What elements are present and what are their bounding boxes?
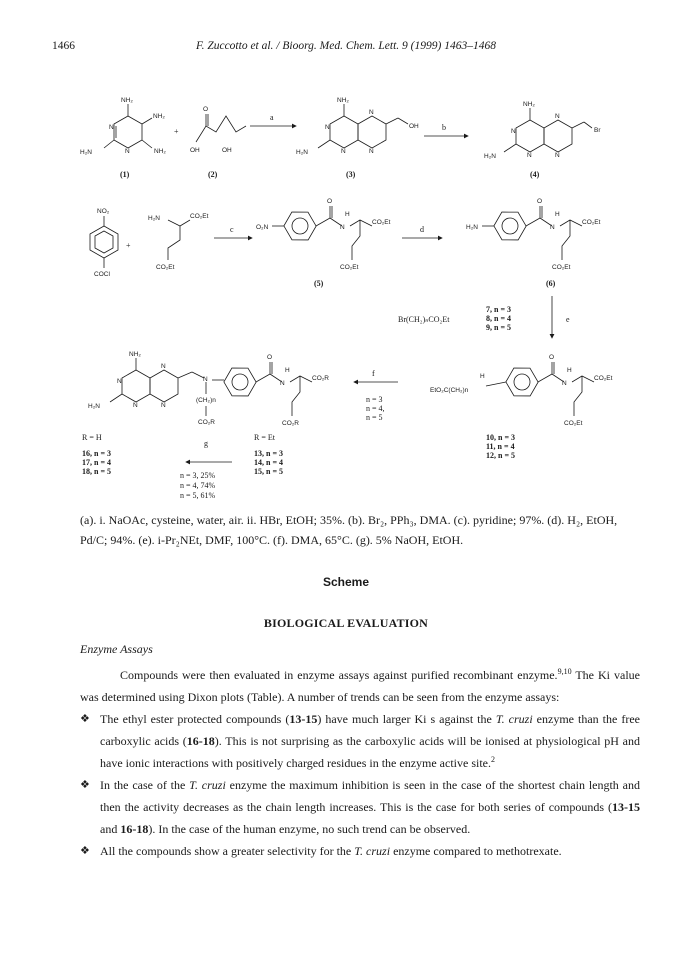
scheme-title: Scheme bbox=[322, 575, 370, 589]
compound-5-structure bbox=[256, 198, 391, 271]
series-9: 9, n = 5 bbox=[486, 323, 512, 332]
reagent-a: a bbox=[270, 113, 274, 122]
atom-co2et: CO₂Et bbox=[552, 264, 571, 271]
atom-o: O bbox=[549, 354, 555, 361]
compound-2-structure bbox=[190, 106, 246, 154]
atom-h2n: H₂N bbox=[80, 149, 92, 156]
atom-co2et: CO₂Et bbox=[564, 420, 583, 427]
series-12: 12, n = 5 bbox=[486, 451, 516, 460]
compound-3-label: (3) bbox=[346, 170, 356, 179]
reagent-g: g bbox=[204, 439, 208, 448]
atom-n: N bbox=[555, 113, 560, 120]
r-equals-h: R = H bbox=[82, 433, 102, 442]
atom-co2et: CO₂Et bbox=[190, 213, 209, 220]
compound-4-structure bbox=[484, 101, 601, 160]
nitrobenzoyl-chloride-structure bbox=[90, 208, 118, 278]
atom-n: N bbox=[340, 224, 345, 231]
atom-n: N bbox=[325, 124, 330, 131]
series-17: 17, n = 4 bbox=[82, 458, 112, 467]
atom-h: H bbox=[285, 367, 290, 374]
atom-co2et: CO₂Et bbox=[582, 219, 601, 226]
yield-n3: n = 3, 25% bbox=[180, 471, 216, 480]
compound-1-label: (1) bbox=[120, 170, 130, 179]
atom-h2n: H₂N bbox=[466, 224, 478, 231]
atom-oh: OH bbox=[409, 123, 419, 130]
atom-cocl: COCl bbox=[94, 271, 110, 278]
atom-h2n: H₂N bbox=[484, 153, 496, 160]
atom-co2r: CO₂R bbox=[312, 375, 329, 382]
atom-n: N bbox=[369, 109, 374, 116]
r-equals-et: R = Et bbox=[254, 433, 275, 442]
series-15: 15, n = 5 bbox=[254, 467, 284, 476]
atom-h2n: H₂N bbox=[88, 403, 100, 410]
atom-h: H bbox=[480, 373, 485, 380]
atom-n: N bbox=[117, 378, 122, 385]
atom-h: H bbox=[345, 211, 350, 218]
n-value-5: n = 5 bbox=[366, 413, 383, 422]
atom-n: N bbox=[109, 124, 114, 131]
atom-no2: NO₂ bbox=[97, 208, 110, 215]
atom-br: Br bbox=[594, 127, 601, 134]
atom-nh2: NH₂ bbox=[121, 97, 133, 104]
reagent-f: f bbox=[372, 369, 375, 378]
bullet-icon: ❖ bbox=[80, 845, 90, 857]
atom-co2et: CO₂Et bbox=[156, 264, 175, 271]
citation: 9,10 bbox=[557, 667, 572, 676]
atom-n: N bbox=[562, 380, 567, 387]
compound-10-12-structure bbox=[430, 354, 613, 427]
atom-o: O bbox=[203, 106, 209, 113]
atom-nh2: NH₂ bbox=[129, 351, 141, 358]
reaction-scheme bbox=[0, 60, 692, 505]
atom-o: O bbox=[327, 198, 333, 205]
bullet-icon: ❖ bbox=[80, 713, 90, 725]
atom-n: N bbox=[161, 363, 166, 370]
antifolate-acid-structure bbox=[88, 351, 329, 427]
series-16: 16, n = 3 bbox=[82, 449, 112, 458]
atom-n: N bbox=[133, 402, 138, 409]
series-14: 14, n = 4 bbox=[254, 458, 284, 467]
compound-3-structure bbox=[296, 97, 419, 156]
atom-co2r: CO₂R bbox=[282, 420, 299, 427]
compound-6-label: (6) bbox=[546, 279, 556, 288]
atom-nh2: NH₂ bbox=[337, 97, 349, 104]
running-title: F. Zuccotto et al. / Bioorg. Med. Chem. Lett. 9 (1999) 1463–1468 bbox=[196, 40, 496, 52]
series-10: 10, n = 3 bbox=[486, 433, 516, 442]
atom-n: N bbox=[527, 152, 532, 159]
atom-h2n: H₂N bbox=[296, 149, 308, 156]
compound-4-label: (4) bbox=[530, 170, 540, 179]
list-item: ❖ The ethyl ester protected compounds (13-15) have much larger Ki s against the T. cruzi enzyme than the free carboxylic acids (16-18). This is not surprising as the carboxylic acids will be ionised at physiological pH and have ionic interactions with positively charged residues in the enzyme active site.$^2$ bbox=[80, 708, 640, 774]
atom-eto2c: EtO₂C(CH₂)n bbox=[430, 387, 469, 394]
n-value-4: n = 4, bbox=[366, 404, 385, 413]
atom-n: N bbox=[511, 128, 516, 135]
atom-oh: OH bbox=[190, 147, 200, 154]
reagent-e: e bbox=[566, 315, 570, 324]
series-18: 18, n = 5 bbox=[82, 467, 112, 476]
atom-nh2: NH₂ bbox=[154, 148, 166, 155]
atom-h: H bbox=[555, 211, 560, 218]
section-title: BIOLOGICAL EVALUATION bbox=[263, 616, 429, 630]
compound-5-label: (5) bbox=[314, 279, 324, 288]
scheme-caption: (a). i. NaOAc, cysteine, water, air. ii. HBr, EtOH; 35%. (b). Br₂, PPh₃, DMA. (c). pyridine; 97%. (d). H₂, EtOH, Pd/C; 94%. (e). i-Pr₂NEt, DMF, 100°C. (f). DMA, 65°C. (g). 5% NaOH, EtOH. bbox=[80, 513, 618, 547]
paragraph: Compounds were then evaluated in enzyme assays against purified recombinant enzyme.$^{9,10}$ The Ki value was determined using Dixon plots (Table). A number of trends can be seen from the enzyme assays: bbox=[80, 667, 640, 704]
findings-list bbox=[80, 708, 640, 862]
bullet-icon: ❖ bbox=[80, 779, 90, 791]
compound-2-label: (2) bbox=[208, 170, 218, 179]
page-number: 1466 bbox=[52, 40, 75, 52]
page-header bbox=[52, 40, 640, 56]
atom-o2n: O₂N bbox=[256, 224, 269, 231]
atom-n: N bbox=[369, 148, 374, 155]
series-7: 7, n = 3 bbox=[486, 305, 512, 314]
atom-co2r: CO₂R bbox=[198, 419, 215, 426]
atom-nh2: NH₂ bbox=[153, 113, 165, 120]
yield-n4: n = 4, 74% bbox=[180, 481, 216, 490]
yield-n5: n = 5, 61% bbox=[180, 491, 216, 500]
atom-n: N bbox=[341, 148, 346, 155]
compound-6-structure bbox=[466, 198, 601, 271]
series-13: 13, n = 3 bbox=[254, 449, 284, 458]
atom-co2et: CO₂Et bbox=[340, 264, 359, 271]
atom-n: N bbox=[203, 376, 208, 383]
atom-nh2: NH₂ bbox=[523, 101, 535, 108]
svg-text:+: + bbox=[174, 127, 179, 136]
atom-co2et: CO₂Et bbox=[372, 219, 391, 226]
series-11: 11, n = 4 bbox=[486, 442, 515, 451]
atom-n: N bbox=[555, 152, 560, 159]
atom-o: O bbox=[537, 198, 543, 205]
reagent-d: d bbox=[420, 225, 424, 234]
reagent-c: c bbox=[230, 225, 234, 234]
body-text bbox=[80, 664, 640, 862]
citation: 2 bbox=[491, 755, 495, 764]
bromo-ester-reagent: Br(CH₂)ₙCO₂Et bbox=[398, 315, 450, 324]
n-value-3: n = 3 bbox=[366, 395, 383, 404]
atom-h2n: H₂N bbox=[148, 215, 160, 222]
svg-text:+: + bbox=[126, 241, 131, 250]
atom-n: N bbox=[125, 148, 130, 155]
atom-n: N bbox=[550, 224, 555, 231]
atom-h: H bbox=[567, 367, 572, 374]
list-item: ❖ In the case of the T. cruzi enzyme the maximum inhibition is seen in the case of the shortest chain length and then the activity decreases as the chain length increases. This is the case for both series of compounds (13-15 and 16-18). In the case of the human enzyme, no such trend can be observed. bbox=[80, 774, 640, 840]
atom-n: N bbox=[161, 402, 166, 409]
atom-co2et: CO₂Et bbox=[594, 375, 613, 382]
series-8: 8, n = 4 bbox=[486, 314, 512, 323]
subsection-title: Enzyme Assays bbox=[80, 642, 153, 656]
atom-ch2n: (CH₂)n bbox=[196, 397, 216, 404]
reagent-b: b bbox=[442, 123, 446, 132]
list-item: ❖ All the compounds show a greater selectivity for the T. cruzi enzyme compared to methotrexate. bbox=[80, 840, 640, 862]
atom-oh: OH bbox=[222, 147, 232, 154]
atom-n: N bbox=[280, 380, 285, 387]
compound-1-structure bbox=[80, 97, 166, 156]
atom-o: O bbox=[267, 354, 273, 361]
diethyl-glutamate-structure bbox=[148, 213, 209, 271]
